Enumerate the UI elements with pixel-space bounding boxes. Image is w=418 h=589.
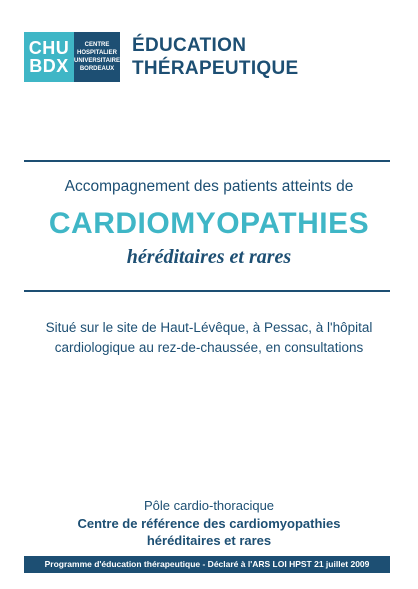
logo-text-line4: BORDEAUX [79,66,115,72]
top-divider [24,160,390,162]
logo-text-line1: CENTRE [84,42,110,48]
program-title [132,34,298,80]
location-text: Situé sur le site de Haut-Lévêque, à Pessac, à l'hôpital cardiologique au rez-de-chaussée, en consultations [45,320,373,355]
logo-text [74,32,120,82]
chu-bordeaux-logo [24,32,120,82]
reference-center [0,515,418,549]
program-title-line1: ÉDUCATION [132,35,247,56]
reference-center-line1: Centre de référence des cardiomyopathies [77,516,341,531]
logo-text-line3: UNIVERSITAIRE [74,58,120,64]
program-title-line2: THÉRAPEUTIQUE [132,58,299,79]
bottom-divider [24,290,390,292]
disease-title: CARDIOMYOPATHIES [48,207,370,240]
logo-mark [24,32,74,82]
disease-subtitle: héréditaires et rares [126,246,292,268]
logo-mark-line2: BDX [29,56,69,76]
pole-name: Pôle cardio-thoracique [143,498,275,513]
reference-center-line2: héréditaires et rares [146,533,272,548]
logo-mark-line1: CHU [28,38,70,58]
header [24,32,298,82]
footer-declaration: Programme d'éducation thérapeutique - Déclaré à l'ARS LOI HPST 21 juillet 2009 [24,556,390,573]
intro-text: Accompagnement des patients atteints de [64,178,354,195]
logo-text-line2: HOSPITALIER [77,50,117,56]
